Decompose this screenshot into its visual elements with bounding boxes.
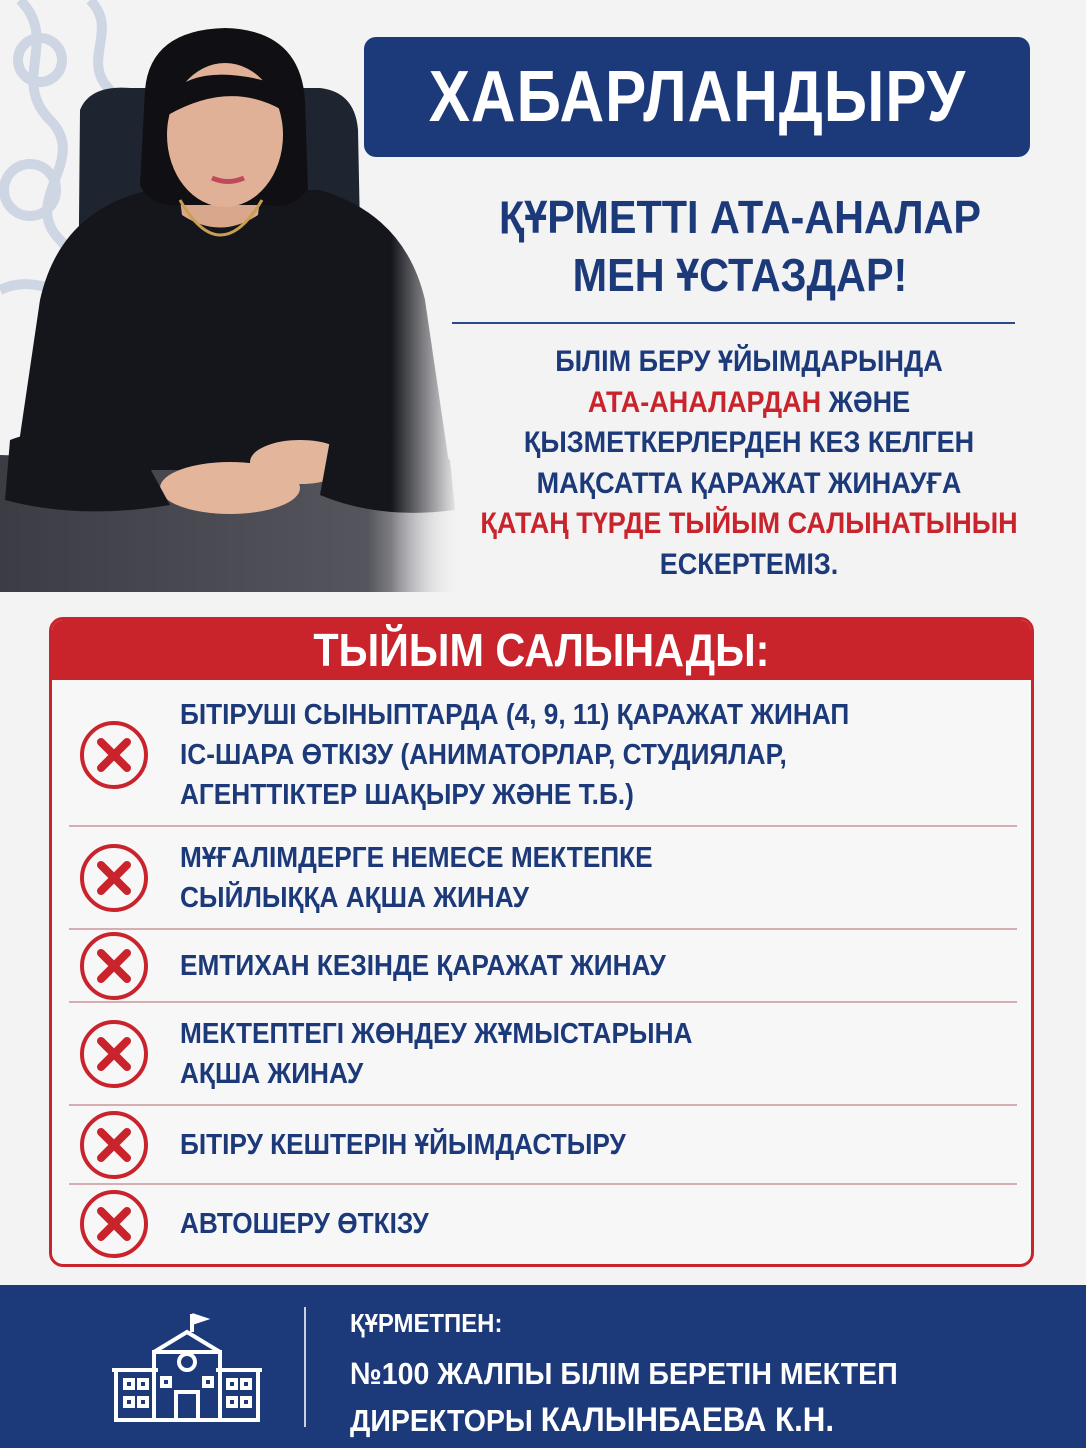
greeting-line-2: МЕН ҰСТАЗДАР! bbox=[572, 249, 908, 301]
notice-line bbox=[480, 383, 1018, 424]
prohibited-item bbox=[180, 838, 694, 918]
school-name: №100 ЖАЛПЫ БІЛІМ БЕРЕТІН МЕКТЕП bbox=[350, 1356, 898, 1391]
item-separator bbox=[69, 1104, 1017, 1106]
prohibited-item bbox=[180, 1204, 450, 1244]
cross-circle-icon bbox=[78, 1109, 150, 1181]
prohibited-item bbox=[180, 1125, 665, 1165]
prohibited-item-line: МҰҒАЛІМДЕРГЕ НЕМЕСЕ МЕКТЕПКЕ bbox=[180, 842, 653, 874]
prohibited-panel bbox=[49, 617, 1034, 1267]
notice-line-rest: ЖӘНЕ bbox=[821, 385, 911, 419]
footer-divider bbox=[304, 1307, 306, 1427]
cross-circle-icon bbox=[78, 842, 150, 914]
director-line bbox=[350, 1397, 898, 1444]
prohibited-item-line: МЕКТЕПТЕГІ ЖӨНДЕУ ЖҰМЫСТАРЫНА bbox=[180, 1018, 693, 1050]
notice-text bbox=[450, 342, 1048, 585]
cross-circle-icon bbox=[78, 930, 150, 1002]
prohibited-item-line: АҚША ЖИНАУ bbox=[180, 1058, 364, 1090]
prohibited-item-line: АВТОШЕРУ ӨТКІЗУ bbox=[180, 1208, 429, 1240]
greeting bbox=[440, 188, 1040, 304]
footer bbox=[0, 1285, 1086, 1448]
regards-label: ҚҰРМЕТПЕН: bbox=[350, 1308, 503, 1338]
notice-line: БІЛІМ БЕРУ ҰЙЫМДАРЫНДА bbox=[555, 345, 943, 378]
prohibited-item-line: БІТІРУ КЕШТЕРІН ҰЙЫМДАСТЫРУ bbox=[180, 1129, 626, 1161]
headline-banner bbox=[364, 37, 1030, 157]
divider bbox=[452, 322, 1015, 324]
item-separator bbox=[69, 825, 1017, 827]
notice-emphasis: ҚАТАҢ ТҮРДЕ ТЫЙЫМ САЛЫНАТЫНЫН bbox=[480, 507, 1018, 540]
notice-line: МАҚСАТТА ҚАРАЖАТ ЖИНАУҒА bbox=[536, 466, 962, 500]
cross-circle-icon bbox=[78, 1018, 150, 1090]
prohibited-title: ТЫЙЫМ САЛЫНАДЫ: bbox=[313, 624, 770, 676]
item-separator bbox=[69, 928, 1017, 930]
headline-title: ХАБАРЛАНДЫРУ bbox=[428, 57, 966, 137]
cross-circle-icon bbox=[78, 719, 150, 791]
cross-circle-icon bbox=[78, 1188, 150, 1260]
prohibited-item bbox=[180, 695, 907, 815]
director-name: КАЛЫНБАЕВА К.Н. bbox=[540, 1401, 835, 1439]
prohibited-item-line: БІТІРУШІ СЫНЫПТАРДА (4, 9, 11) ҚАРАЖАТ ЖИНАП bbox=[180, 699, 850, 731]
prohibited-header bbox=[52, 620, 1031, 680]
greeting-line-1: ҚҰРМЕТТІ АТА-АНАЛАР bbox=[498, 191, 982, 243]
prohibited-item-line: СЫЙЛЫҚҚА АҚША ЖИНАУ bbox=[180, 882, 529, 914]
item-separator bbox=[69, 1001, 1017, 1003]
prohibited-item bbox=[180, 946, 708, 986]
director-title: ДИРЕКТОРЫ bbox=[350, 1403, 541, 1438]
item-separator bbox=[69, 1183, 1017, 1185]
signature-block bbox=[350, 1303, 945, 1444]
school-building-icon bbox=[112, 1312, 262, 1422]
prohibited-item-line: ІС-ШАРА ӨТКІЗУ (АНИМАТОРЛАР, СТУДИЯЛАР, bbox=[180, 739, 787, 771]
prohibited-item-line: ЕМТИХАН КЕЗІНДЕ ҚАРАЖАТ ЖИНАУ bbox=[180, 950, 666, 982]
prohibited-item bbox=[180, 1014, 737, 1094]
notice-line: ЕСКЕРТЕМІЗ. bbox=[659, 547, 839, 581]
notice-emphasis: АТА-АНАЛАРДАН bbox=[587, 385, 822, 419]
notice-line: ҚЫЗМЕТКЕРЛЕРДЕН КЕЗ КЕЛГЕН bbox=[523, 426, 975, 459]
prohibited-item-line: АГЕНТТІКТЕР ШАҚЫРУ ЖӘНЕ Т.Б.) bbox=[180, 779, 634, 811]
